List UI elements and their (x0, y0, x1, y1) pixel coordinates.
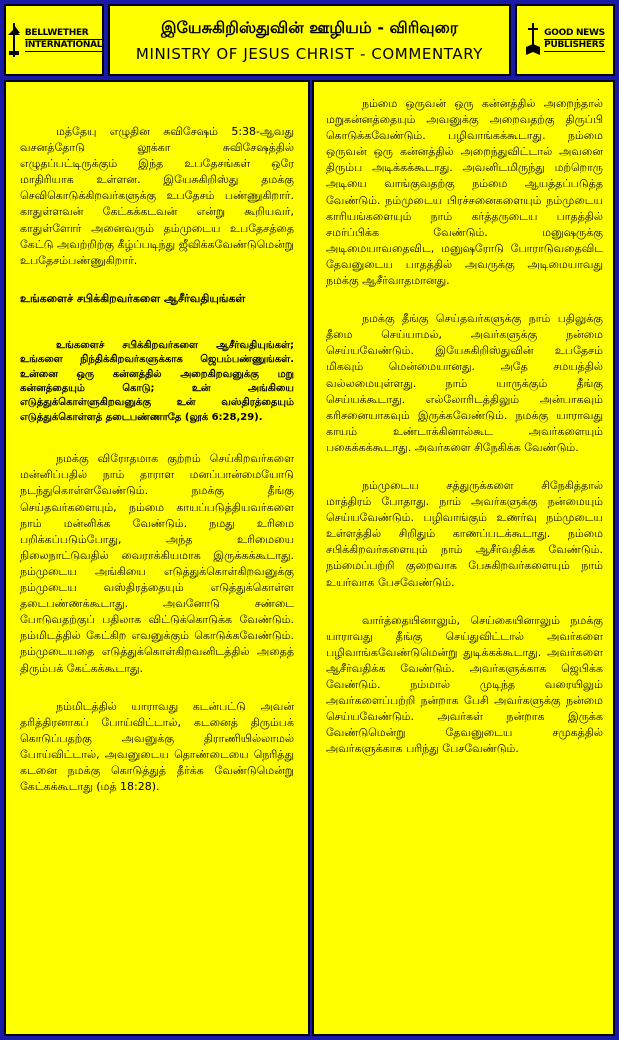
paragraph-do-good: நமக்கு தீங்கு செய்தவர்களுக்கு நாம் பதிலுக்கு தீமை செய்யாமல், அவர்களுக்கு நன்மை செய்யவேண்டும். இயேசுகிறிஸ்துவின் உபதேசம் மிகவும் மென்மையானது. அதே சமயத்தில் வல்லமையுள்ளது. நாம் யாருக்கும் தீங்கு செய்யக்கூடாது. எல்லோரிடத்திலும் அன்பாகவும் கரிசனையாகவும் இருக்கவேண்டும். நமக்கு யாராவது காயம் உண்டாக்கினால்கூட அவர்களையும் பகைக்கக்கூடாது. அவர்களை சிநேகிக்க வேண்டும். (326, 312, 603, 454)
paragraph-forgiveness: நமக்கு விரோதமாக குற்றம் செய்கிறவர்களை மன்னிப்பதில் நாம் தாராள மனப்பான்மையோடு நடந்துகொள்ளவேண்டும். நமக்கு தீங்கு செய்தவர்களையும், நம்மை காயப்படுத்தியவர்களை நாம் மன்னிக்க வேண்டும். நமது உரிமை பறிக்கப்படும்போது, அந்த உரிமையை நிலைநாட்டுவதில் வைராக்கியமாக இருக்கக்கூடாது. நம்முடைய அங்கியை எடுத்துக்கொள்கிறவனுக்கு நம்முடைய வஸ்திரத்தையும் எடுத்துக்கொள்ள தடைபண்ணக்கூடாது. அவனோடு சண்டை போடுவதற்குப் பதிலாக விட்டுக்கொடுக்க வேண்டும். நம்மிடத்தில் கேட்கிற எவனுக்கும் கொடுக்கவேண்டும். நம்முடையதை எடுத்துக்கொள்கிறவனிடத்தில் அதைத் திரும்பக் கேட்கக்கூடாது. (20, 452, 294, 675)
paragraph-intro: மத்தேயு எழுதின சுவிசேஷம் 5:38-ஆவது வசனத்தோடு லூக்கா சுவிசேஷத்தில் எழுதப்பட்டிருக்கும் இந்த உபதேசங்கள் ஒரே மாதிரியாக உள்ளன. இயேசுகிறிஸ்து தமக்கு செவிகொடுக்கிறவர்களுக்கு உபதேசம் பண்ணுகிறார். காதுள்ளவன் கேட்கக்கடவன் என்று கூறியவர், காதுள்ளோர் அனைவரும் தம்முடைய உபதேசத்தை கேட்டு அவற்றிற்கு கீழ்ப்படிந்து ஜீவிக்கவேண்டுமென்று உபதேசம்பண்ணுகிறார். (20, 125, 294, 267)
paragraph-debt: நம்மிடத்தில் யாராவது கடன்பட்டு அவன் தரித்திரனாகப் போய்விட்டால், கடனைத் திரும்பக் கொடுப்பதற்கு அவனுக்கு திராணியில்லாமல் போய்விட்டால், அவனுடைய தொண்டையை நெரித்து கடனை நமக்கு கொடுத்துத் தீர்க்க வேண்டுமென்று கேட்கக்கூடாது (மத் 18:28). (20, 699, 294, 794)
page-title-tamil: இயேசுகிறிஸ்துவின் ஊழியம் - விரிவுரை (160, 17, 458, 37)
bellwether-logo-box (4, 4, 104, 76)
section-heading: உங்களைச் சபிக்கிறவர்களை ஆசீர்வதியுங்கள் (20, 291, 246, 305)
bellwether-line1: BELLWETHER (25, 28, 102, 40)
page-header (4, 4, 615, 76)
good-news-line2: PUBLISHERS (544, 40, 605, 50)
book-cross-logo-icon (525, 23, 541, 57)
left-column (4, 80, 310, 1036)
good-news-logo-box (515, 4, 615, 76)
bellwether-logo-text (25, 28, 102, 52)
scripture-verse: உங்களைச் சபிக்கிறவர்களை ஆசீர்வதியுங்கள்; உங்களை நிந்திக்கிறவர்களுக்காக ஜெபம்பண்ணுங்கள். உன்னை ஒரு கன்னத்தில் அறைகிறவனுக்கு மறு கன்னத்தையும் கொடு; உன் அங்கியை எடுத்துக்கொள்ளுகிறவனுக்கு உன் வஸ்திரத்தையும் எடுத்துக்கொள்ளத் தடைபண்ணாதே (லூக் 6:28,29). (20, 339, 294, 423)
right-column (312, 80, 615, 1036)
good-news-line1: GOOD NEWS (544, 28, 605, 38)
paragraph-bless: வார்த்தையினாலும், செய்கையினாலும் நமக்கு யாராவது தீங்கு செய்துவிட்டால் அவர்களை பழிவாங்கவேண்டுமென்று துடிக்கக்கூடாது. அவர்களை ஆசீர்வதிக்க வேண்டும். அவர்களுக்காக ஜெபிக்க வேண்டும். நம்மால் முடிந்த வரையிலும் அவர்களைப்பற்றி நன்றாக பேசி அவர்களுக்கு நன்மை செய்யவேண்டும். அவர்கள் நன்றாக இருக்க வேண்டுமென்று தேவனுடைய சமுகத்தில் அவர்களுக்காக பரிந்து பேசவேண்டும். (326, 613, 603, 756)
page-title-english: MINISTRY OF JESUS CHRIST - COMMENTARY (135, 44, 484, 63)
good-news-logo-text (544, 28, 605, 52)
bellwether-logo-icon (6, 23, 22, 57)
paragraph-love-enemies: நம்முடைய சத்துருக்களை சிநேகித்தால் மாத்திரம் போதாது. நாம் அவர்களுக்கு நன்மையும் செய்யவேண்டும். பழிவாங்கும் உணர்வு நம்முடைய உள்ளத்தில் சிறிதும் காணப்படக்கூடாது. நம்மை சபிக்கிறவர்களையும் நாம் ஆசீர்வதிக்க வேண்டும். நம்மைப்பற்றி குறைவாக பேசுகிறவர்களையும் நாம் உயர்வாக பேசவேண்டும். (326, 478, 603, 589)
bellwether-line2: INTERNATIONAL (24, 40, 103, 50)
title-box (108, 4, 511, 76)
paragraph-other-cheek: நம்மை ஒருவன் ஒரு கன்னத்தில் அறைந்தால் மறுகன்னத்தையும் அவனுக்கு அறைவதற்கு திருப்பி கொடுக்கவேண்டும். பழிவாங்கக்கூடாது. நம்மை ஒருவன் ஒரு கன்னத்தில் அறைந்துவிட்டால் அவனை திரும்ப அடிக்கக்கூடாது. அவனிடமிருந்து மற்றொரு அடியை வாங்குவதற்கு நம்மை ஆயத்தப்படுத்த வேண்டும். நம்முடைய பிரச்சனைகளையும் நம்முடைய காரியங்களையும் நாம் கர்த்தருடைய பாதத்தில் சமர்ப்பிக்க வேண்டும். மனுஷருக்கு அடிமையாவதைவிட, மனுஷரோடு போராடுவதைவிட தேவனுடைய பாதத்தில் அவருக்கு அடிமையாவது நமக்கு ஆசீர்வாதமானது. (326, 97, 603, 288)
